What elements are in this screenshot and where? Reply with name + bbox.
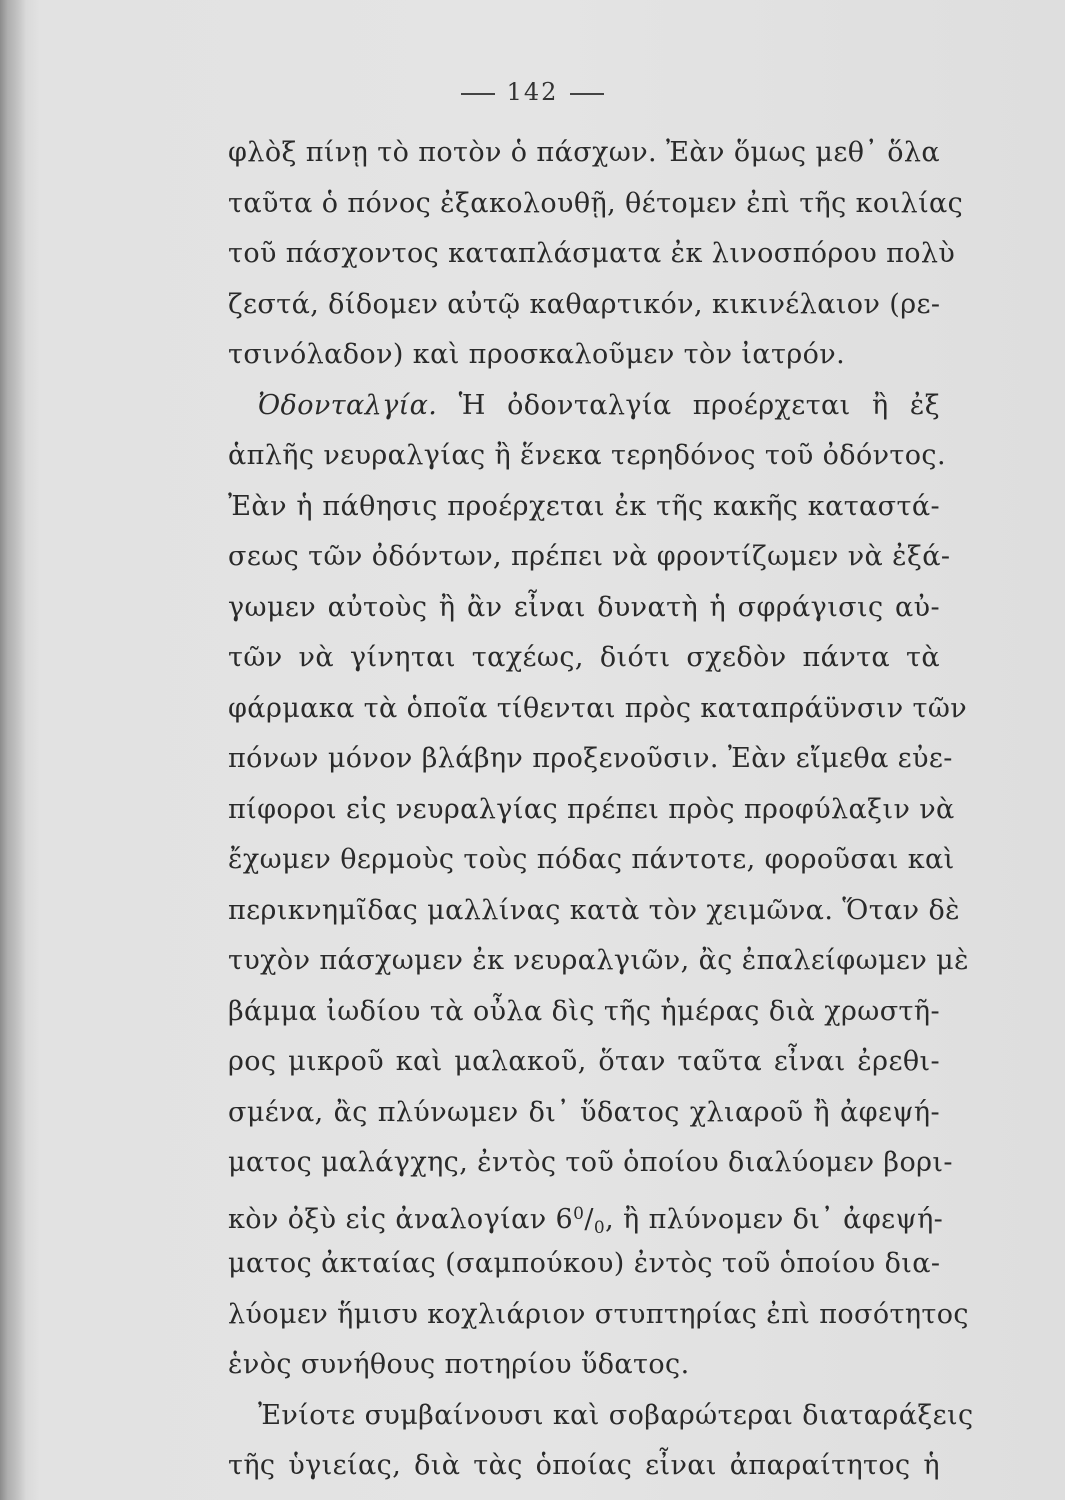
text-line-heading bbox=[228, 381, 940, 432]
text-line: πόνων μόνον βλάβην προξενοῦσιν. Ἐὰν εἴμεθα εὐε- bbox=[228, 743, 953, 774]
section-heading: Ὀδονταλγία. bbox=[258, 389, 438, 421]
page-number bbox=[0, 78, 1065, 106]
percent-value: 6 bbox=[555, 1203, 574, 1235]
percent-sub: 0 bbox=[593, 1217, 606, 1238]
text-line: τῶν νὰ γίνηται ταχέως, διότι σχεδὸν πάντα τὰ bbox=[228, 642, 940, 673]
spine-shadow bbox=[0, 0, 26, 1500]
percent-line-start: κὸν ὀξὺ εἰς ἀναλογίαν bbox=[228, 1203, 547, 1235]
text-line-percent bbox=[228, 1189, 944, 1240]
text-line: Ἐὰν ἡ πάθησις προέρχεται ἐκ τῆς κακῆς καταστά- bbox=[228, 490, 940, 522]
text-line: ζεστά, δίδομεν αὐτῷ καθαρτικόν, κικινέλαιον (ρε- bbox=[228, 288, 941, 320]
text-line: ρος μικροῦ καὶ μαλακοῦ, ὅταν ταῦτα εἶναι ἐρεθι- bbox=[228, 1046, 940, 1077]
text-line: βάμμα ἰωδίου τὰ οὖλα δὶς τῆς ἡμέρας διὰ χρωστῆ- bbox=[228, 995, 940, 1027]
page-number-value: 142 bbox=[506, 78, 559, 106]
text-line: τσινόλαδον) καὶ προσκαλοῦμεν τὸν ἰατρόν. bbox=[228, 339, 846, 370]
text-line: τοῦ πάσχοντος καταπλάσματα ἐκ λινοσπόρου πολὺ bbox=[228, 238, 956, 269]
text-line: λύομεν ἥμισυ κοχλιάριον στυπτηρίας ἐπὶ ποσότητος bbox=[228, 1298, 969, 1330]
heading-continuation: Ἡ ὀδονταλγία προέρχεται ἢ ἐξ bbox=[458, 389, 940, 421]
text-line: ταῦτα ὁ πόνος ἐξακολουθῇ, θέτομεν ἐπὶ τῆς κοιλίας bbox=[228, 187, 964, 219]
text-line: ματος μαλάγχης, ἐντὸς τοῦ ὁποίου διαλύομεν βορι- bbox=[228, 1147, 953, 1178]
text-line: γωμεν αὐτοὺς ἢ ἂν εἶναι δυνατὴ ἡ σφράγισις αὐ- bbox=[228, 591, 940, 623]
text-line: ματος ἀκταίας (σαμπούκου) ἐντὸς τοῦ ὁποίου δια- bbox=[228, 1248, 941, 1279]
text-line: φάρμακα τὰ ὁποῖα τίθενται πρὸς καταπράϋνσιν τῶν bbox=[228, 692, 968, 724]
body-text bbox=[228, 128, 974, 1492]
percent-slash: / bbox=[584, 1203, 594, 1235]
text-line: πίφοροι εἰς νευραλγίας πρέπει πρὸς προφύλαξιν νὰ bbox=[228, 793, 955, 825]
percent-line-end: , ἢ πλύνομεν δι᾽ ἀφεψή- bbox=[605, 1203, 944, 1235]
text-line: ἑνὸς συνήθους ποτηρίου ὕδατος. bbox=[228, 1349, 690, 1380]
text-line: περικνημῖδας μαλλίνας κατὰ τὸν χειμῶνα. Ὅταν δὲ bbox=[228, 894, 961, 926]
text-line: ἔχωμεν θερμοὺς τοὺς πόδας πάντοτε, φοροῦσαι καὶ bbox=[228, 844, 955, 875]
page-number-dash-right bbox=[570, 93, 604, 95]
text-line: τῆς ὑγιείας, διὰ τὰς ὁποίας εἶναι ἀπαραίτητος ἡ bbox=[228, 1450, 940, 1481]
text-line: ἁπλῆς νευραλγίας ἢ ἕνεκα τερηδόνος τοῦ ὀδόντος. bbox=[228, 440, 946, 471]
text-line: φλὸξ πίνῃ τὸ ποτὸν ὁ πάσχων. Ἐὰν ὅμως μεθ᾽ ὅλα bbox=[228, 137, 941, 168]
page-number-dash-left bbox=[461, 93, 495, 95]
text-line: τυχὸν πάσχωμεν ἐκ νευραλγιῶν, ἂς ἐπαλείφωμεν μὲ bbox=[228, 945, 969, 976]
text-line: σεως τῶν ὀδόντων, πρέπει νὰ φροντίζωμεν νὰ ἐξά- bbox=[228, 541, 951, 572]
percent-sup: 0 bbox=[573, 1203, 585, 1224]
text-line: Ἐνίοτε συμβαίνουσι καὶ σοβαρώτεραι διαταράξεις bbox=[258, 1399, 974, 1431]
text-line: σμένα, ἂς πλύνωμεν δι᾽ ὕδατος χλιαροῦ ἢ ἀφεψή- bbox=[228, 1096, 940, 1128]
